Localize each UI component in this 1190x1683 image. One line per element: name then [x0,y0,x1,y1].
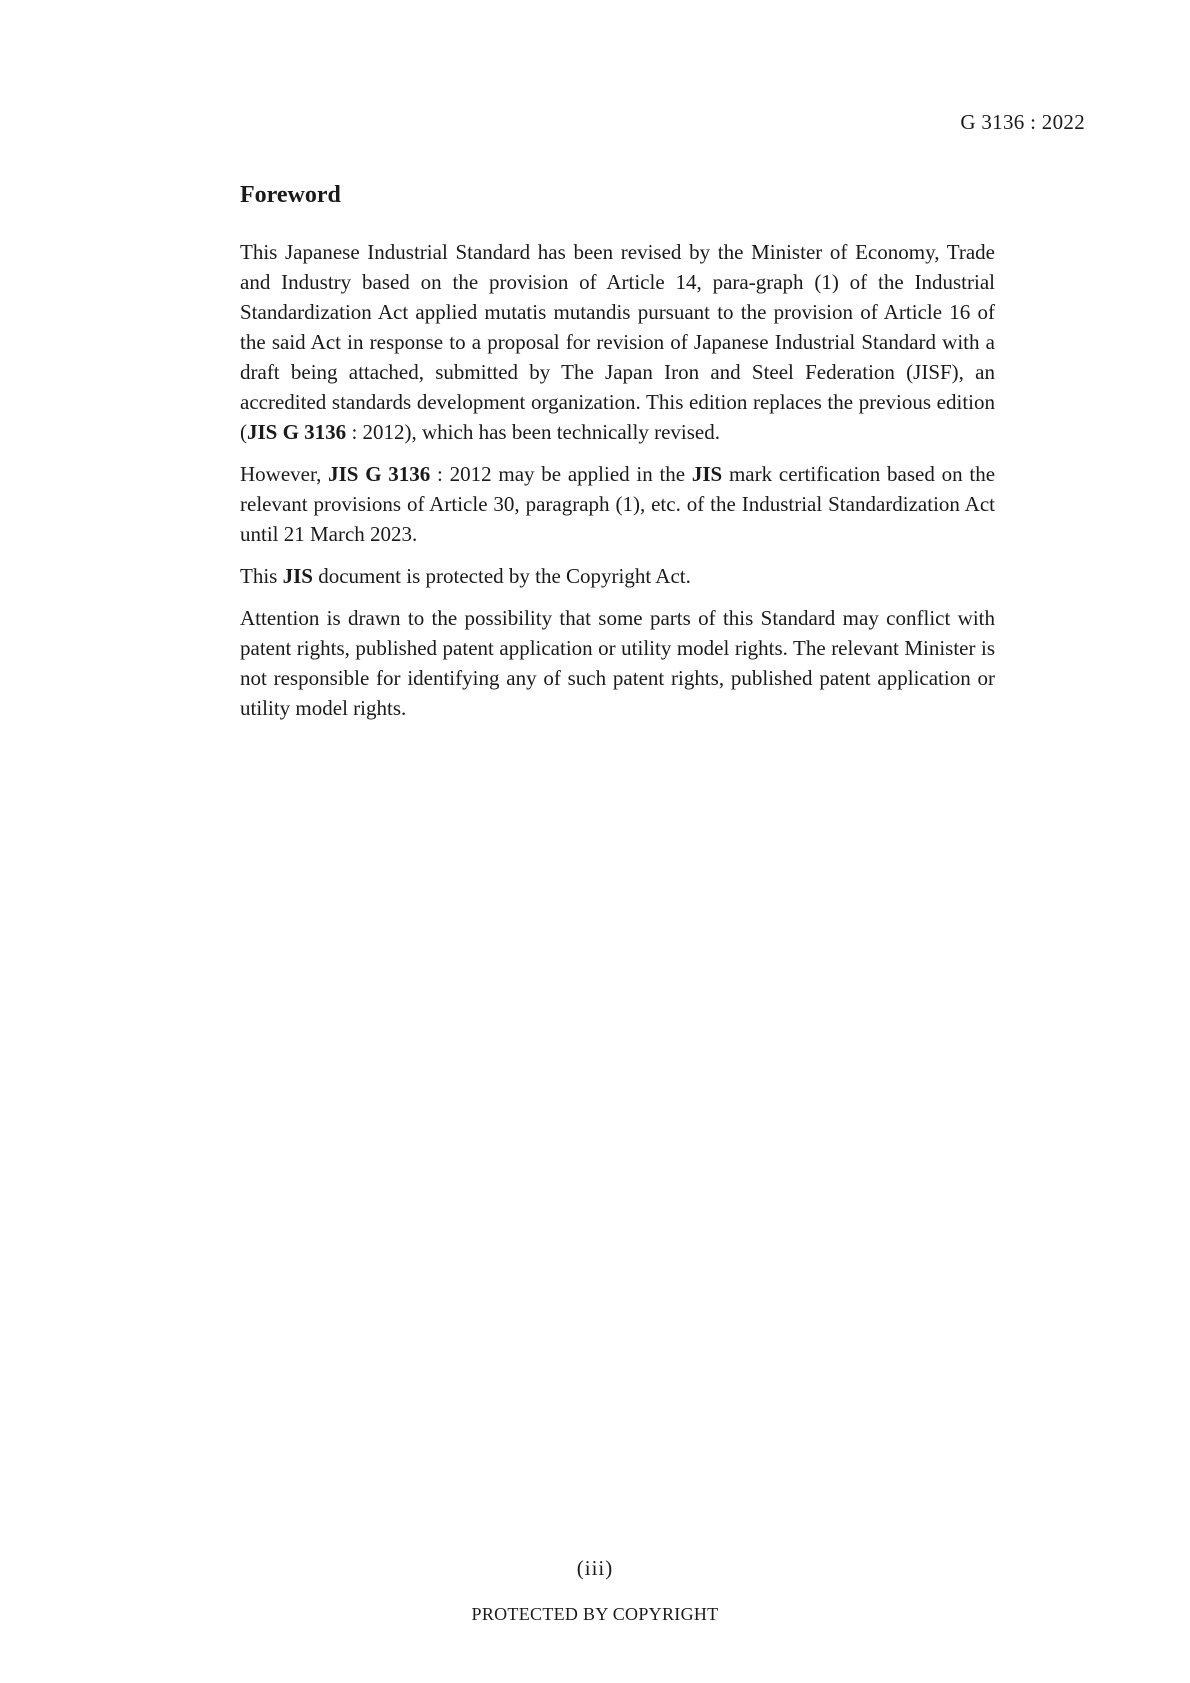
copyright-notice: PROTECTED BY COPYRIGHT [471,1604,719,1624]
jis-reference: JIS G 3136 [247,420,347,444]
page-number: (iii) [576,1556,614,1580]
section-title: Foreword [240,182,341,208]
jis-mark: JIS [691,462,723,486]
paragraph-patent-notice: Attention is drawn to the possibility that some parts of this Standard may conflict with patent rights, published patent application or utility model rights. The relevant Minister is not responsible for identifying any of such patent rights, published patent application or utility model rights. [240,606,995,720]
text-run: : 2012 may be applied in the [430,462,692,486]
paragraph-transition [240,459,995,549]
text-run: mark certification based on the relevant provisions of Article 30, paragraph (1), etc. of the Industrial Standardization Act until 21 March 2023. [240,462,996,546]
jis-mark: JIS [282,564,313,588]
foreword-section [240,182,995,735]
text-run: This [240,564,283,588]
paragraph-revision [240,237,995,447]
text-run: : 2012), which has been technically revised. [346,420,720,444]
paragraph-copyright [240,561,995,591]
text-run: This Japanese Industrial Standard has been revised by the Minister of Economy, Trade and Industry based on the provision of Article 14, para-graph (1) of the Industrial Standardization Act applied mutatis mutandis pursuant to the provision of Article 16 of the said Act in response to a proposal for revision of Japanese Industrial Standard with a draft being attached, submitted by The Japan Iron and Steel Federation (JISF), an accredited standards development organization. This edition replaces the previous edition ( [240,240,995,444]
text-run: document is protected by the Copyright Act. [312,564,691,588]
document-reference: G 3136 : 2022 [960,110,1085,134]
text-run: However, [240,462,329,486]
jis-reference: JIS G 3136 [328,462,431,486]
